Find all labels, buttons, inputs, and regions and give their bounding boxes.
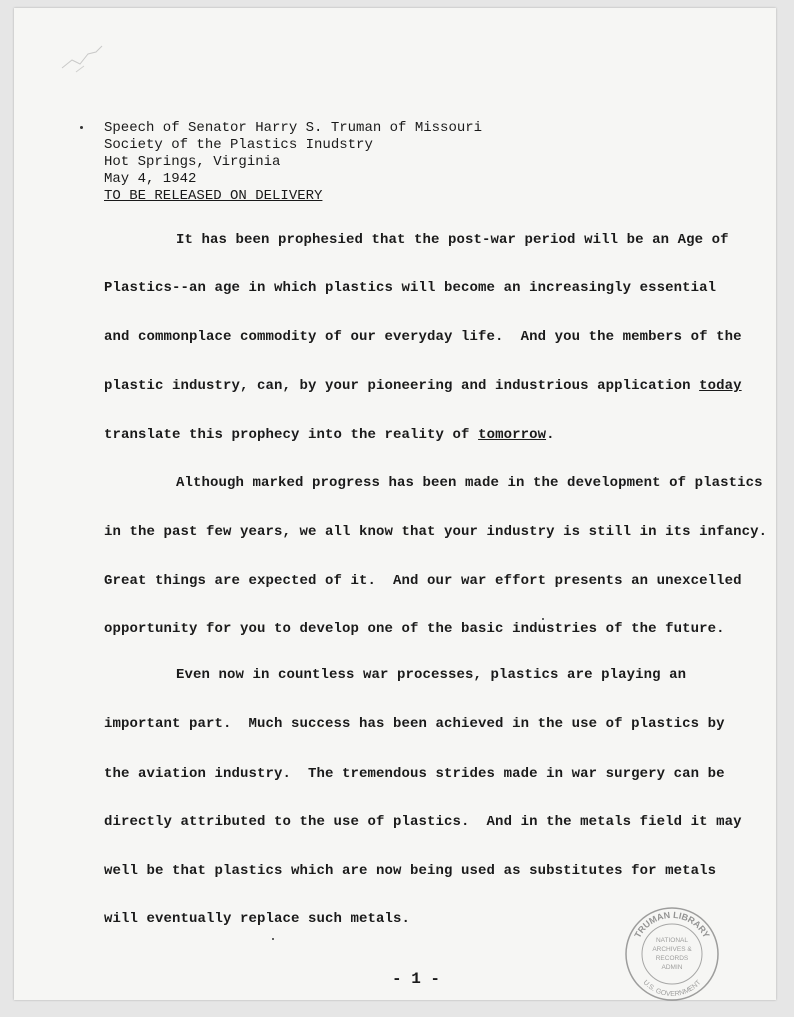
paragraph-line: will eventually replace such metals. — [104, 911, 411, 927]
paragraph-line: directly attributed to the use of plastics. And in the metals field it may — [104, 814, 742, 830]
underlined-word-tomorrow: tomorrow — [478, 427, 547, 443]
paragraph-line: the aviation industry. The tremendous strides made in war surgery can be — [104, 766, 725, 782]
paragraph-line: It has been prophesied that the post-war period will be an Age of — [176, 232, 729, 248]
stray-mark — [80, 126, 83, 129]
line-text: plastic industry, can, by your pioneering and industrious application — [104, 378, 700, 394]
header-location: Hot Springs, Virginia — [104, 154, 281, 170]
paragraph-line: and commonplace commodity of our everyday life. And you the members of the — [104, 329, 742, 345]
paragraph-line: in the past few years, we all know that your industry is still in its infancy. — [104, 524, 768, 540]
release-notice: TO BE RELEASED ON DELIVERY — [104, 188, 323, 204]
page-number: - 1 - — [392, 970, 441, 988]
stamp-center-text: ADMIN — [661, 964, 683, 971]
line-text: . — [546, 427, 555, 443]
stamp-top-text: TRUMAN LIBRARY — [632, 909, 712, 940]
paragraph-line: well be that plastics which are now being used as substitutes for metals — [104, 863, 717, 879]
header-date: May 4, 1942 — [104, 171, 197, 187]
paragraph-line — [104, 427, 555, 443]
stamp-bottom-text: U.S. GOVERNMENT — [641, 979, 703, 999]
svg-text:TRUMAN LIBRARY — [632, 910, 711, 940]
stamp-center-text: NATIONAL — [655, 937, 689, 944]
paragraph-line: important part. Much success has been achieved in the use of plastics by — [104, 716, 725, 732]
paragraph-line: Great things are expected of it. And our war effort presents an unexcelled — [104, 573, 742, 589]
document-page — [14, 8, 776, 1000]
line-text: translate this prophecy into the reality of — [104, 427, 479, 443]
header-title: Speech of Senator Harry S. Truman of Missouri — [104, 120, 483, 136]
stamp-center-text: RECORDS — [655, 955, 689, 962]
paragraph-line: Although marked progress has been made in the development of plastics — [176, 475, 763, 491]
stray-mark — [542, 618, 544, 620]
stray-mark — [272, 938, 274, 940]
paragraph-line: Even now in countless war processes, plastics are playing an — [176, 667, 687, 683]
stamp-center-text: ARCHIVES & — [652, 946, 692, 953]
paragraph-line: opportunity for you to develop one of the basic industries of the future. — [104, 621, 725, 637]
paragraph-line — [104, 378, 742, 394]
underlined-word-today: today — [699, 378, 742, 394]
archive-stamp-icon — [622, 904, 722, 1004]
paragraph-line: Plastics--an age in which plastics will become an increasingly essential — [104, 280, 717, 296]
speech-header — [104, 120, 482, 205]
pencil-mark-icon — [58, 38, 106, 78]
header-organization: Society of the Plastics Inudstry — [104, 137, 373, 153]
